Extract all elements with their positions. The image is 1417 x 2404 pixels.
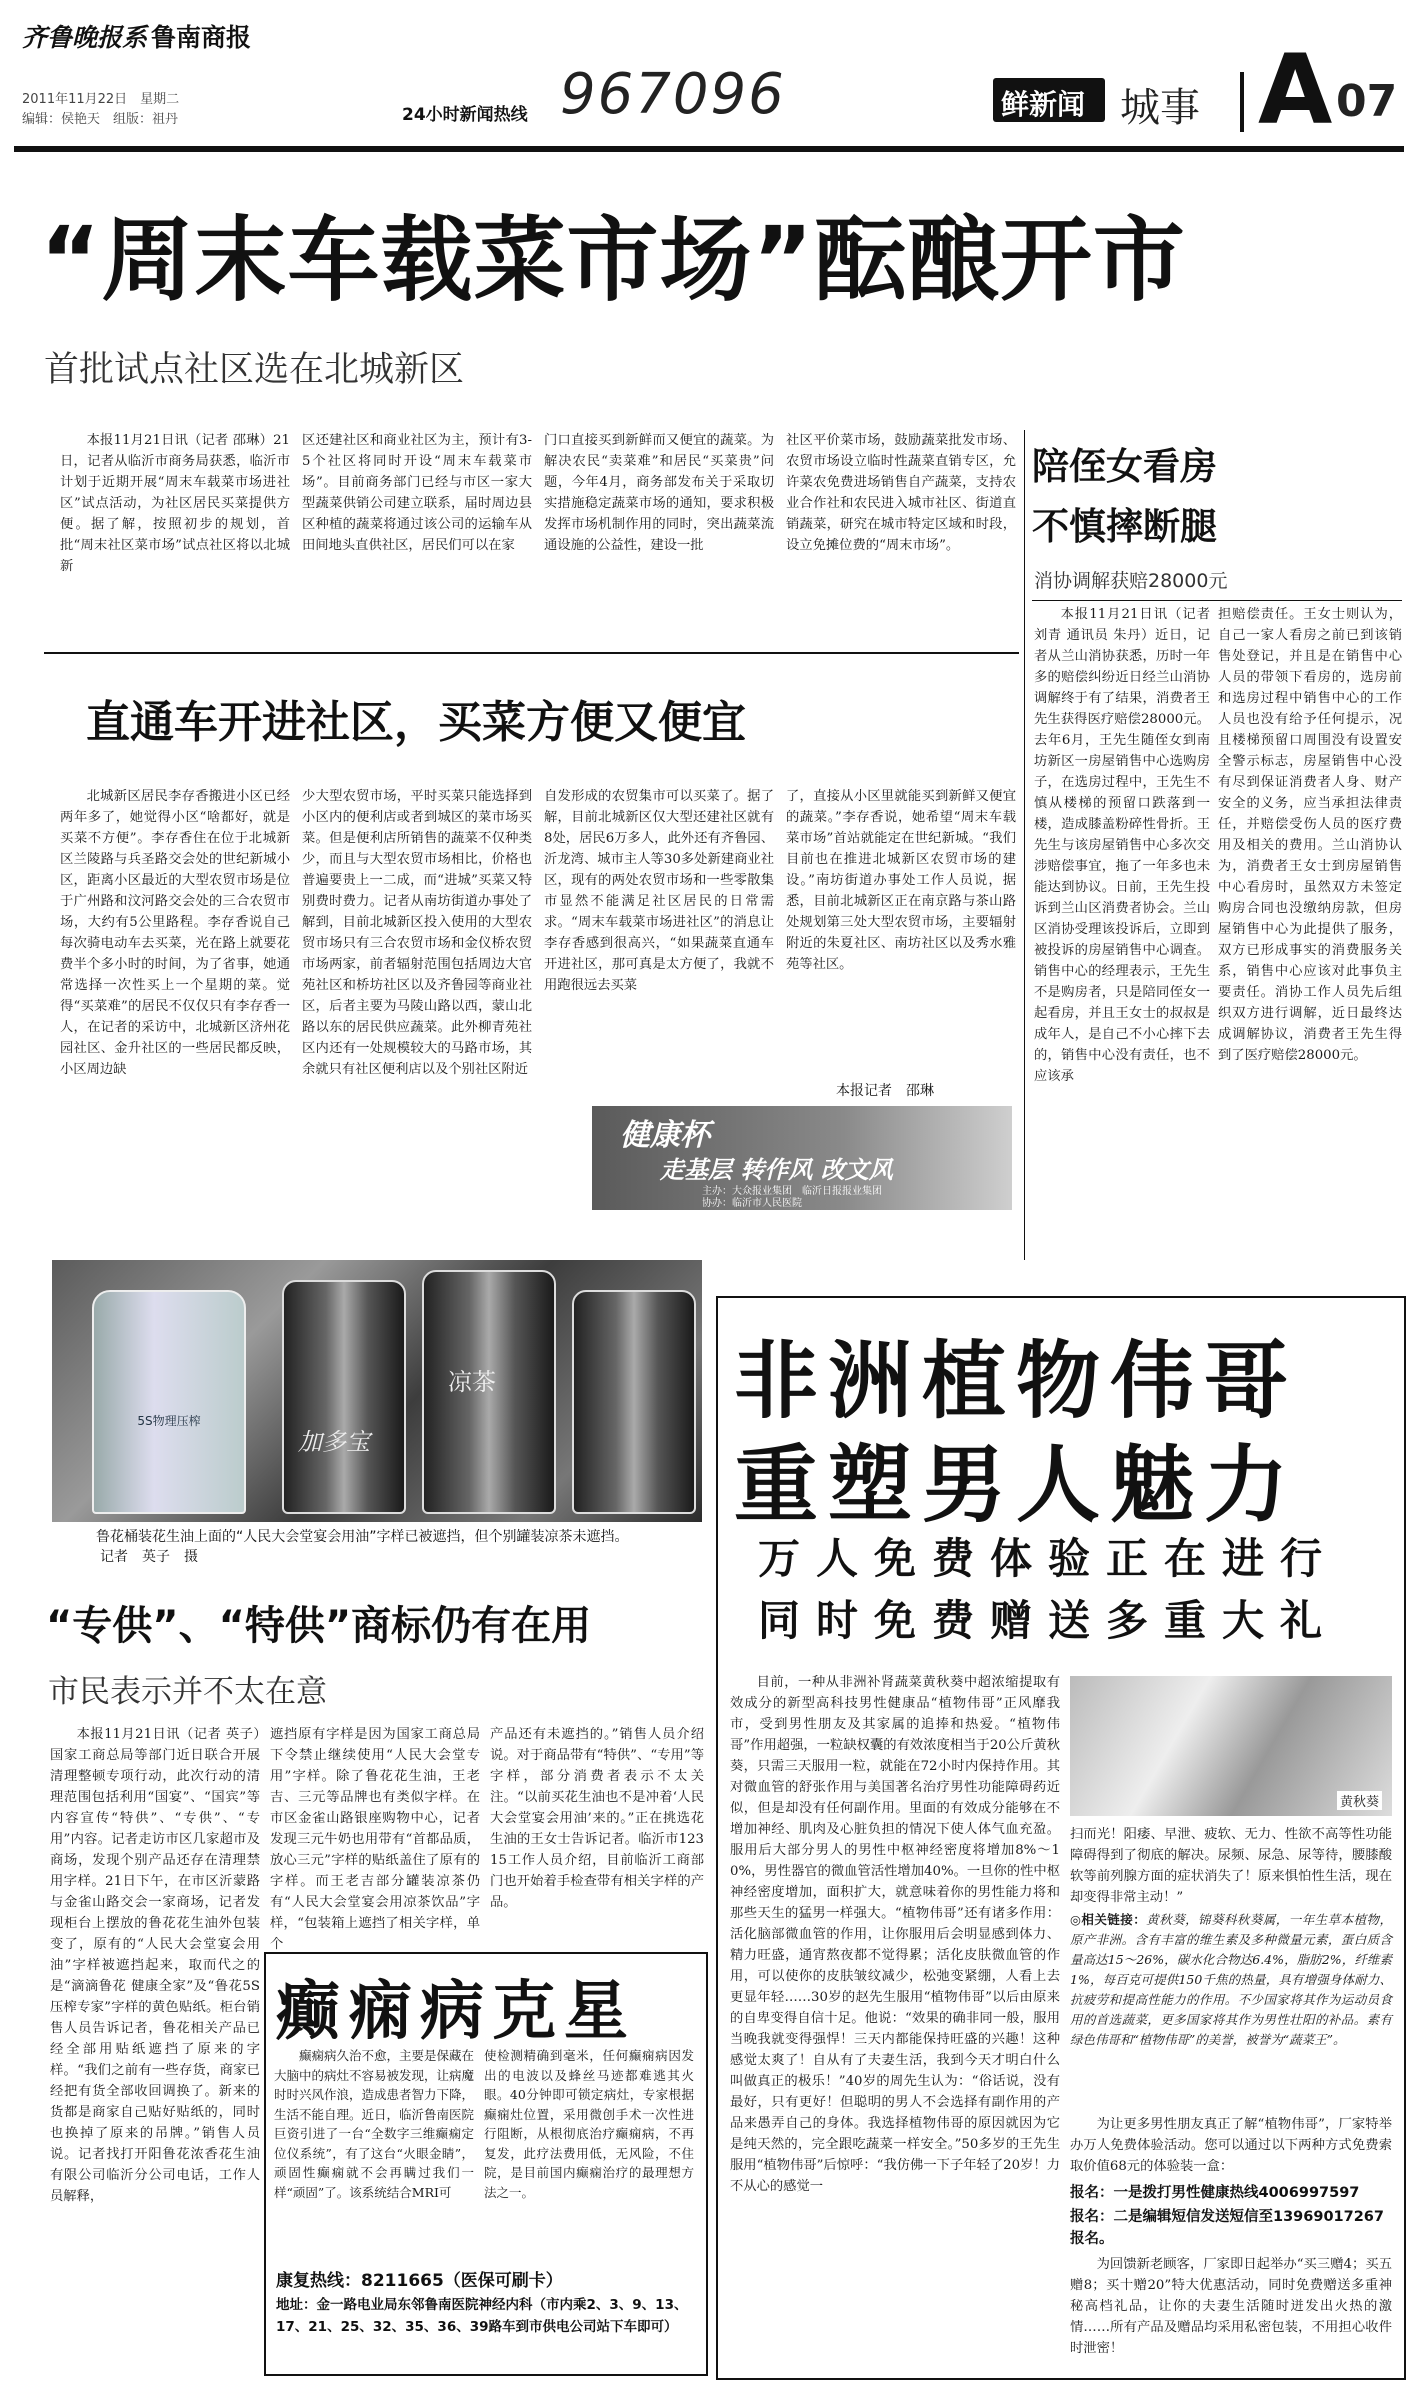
page-letter: A [1258,34,1333,146]
photo-credit: 记者 英子 摄 [100,1549,198,1565]
paper-name: 鲁南商报 [151,23,252,52]
africa-col1-text: 目前，一种从非洲补肾蔬菜黄秋葵中超浓缩提取有效成分的新型高科技男性健康品“植物伟哥”正风靡我市，受到男性朋友及其家属的追捧和热爱。“植物伟哥”作用超强，一粒缺权囊的有效浓度相当于20公斤黄秋葵，只需三天服用一粒，就能在72小时内保持作用。其对微血管的舒张作用与美国著名治疗男性功能障碍药近似，但是却没有任何副作用。里面的有效成分能够在不增加神经、肌肉及心脏负担的情况下使人体气血充盈。服用后大部分男人的男性中枢神经密度将增加8%～10%，男性器官的微血管活性增加40%。一旦你的性中枢神经密度增加，面积扩大，就意味着你的男性能力将和那些天生的猛男一样强大。“植物伟哥”还有诸多作用：活化脑部微血管的作用，让你服用后会明显感到体力、精力旺盛，通宵熬夜都不觉得累；活化皮肤微血管的作用，可以使你的皮肤皱纹减少，松弛变紧绷，人看上去更显年轻……30岁的赵先生服用“植物伟哥”以后由原来的自卑变得自信十足。他说：“效果的确非同一般，服用当晚我就变得强悍！三天内都能保持旺盛的兴趣！这种感觉太爽了！自从有了夫妻生活，我到今天才明白什么叫做真正的极乐！”40岁的周先生认为：“俗话说，没有最好，只有更好！但聪明的男人不会选择有副作用的产品来愚弄自己的身体。我选择植物伟哥的原因就因为它是纯天然的，完全跟吃蔬菜一样安全。”50多岁的王先生服用“植物伟哥”后惊呼：“我仿佛一下子年轻了20岁！力不从心的感觉一 [730,1675,1060,2194]
method1-label: 报名： [1070,2185,1114,2201]
banner-coorganizer-label: 协办： [702,1198,732,1209]
health-cup-banner [592,1106,1012,1210]
africa-column-1 [730,1672,1060,2366]
second-col3-text: 自发形成的农贸集市可以买菜了。据了解，目前北城新区仅大型还建社区就有8处，居民6万多人，此外还有齐鲁园、沂龙湾、城市主人等30多处新建商业社区，现有的两处农贸市场和一些零散集市显然不能满足社区居民的日常需求。“周末车载菜市场进社区”的消息让李存香感到很高兴，“如果蔬菜直通车开进社区，那可真是太方便了，我就不用跑很远去买菜 [544,789,774,993]
brand-text: 鲜新闻 [1001,88,1086,121]
injury-subhead: 消协调解获赔28000元 [1034,570,1228,592]
lead-col4-text: 社区平价菜市场，鼓励蔬菜批发市场、农贸市场设立临时性蔬菜直销专区，允许菜农免费进场销售自产蔬菜，支持农业合作社和农民进入城市社区、街道直销蔬菜，研究在城市特定区域和时段，设立免摊位费的“周末市场”。 [786,433,1016,553]
tea-can-3 [572,1290,696,1514]
injury-column-2 [1218,604,1402,1244]
link-text: 黄秋葵，锦葵科秋葵属，一年生草本植物，原产非洲。含有丰富的维生素及多种微量元素，蛋白质含量高达15～26%，碳水化合物达6.4%，脂肪2%，纤维素1%，每百克可提供150千焦的热量，具有增强身体耐力、抗疲劳和提高性能力的作用。不少国家将其作为运动员食用的首选蔬菜，更多国家将其作为男性壮阳的补品。素有绿色伟哥和“植物伟哥”的美誉，被誉为“蔬菜王”。 [1070,1912,1392,2047]
africa-col2-text: 扫而光！阳痿、早泄、疲软、无力、性欲不高等性功能障碍得到了彻底的解决。尿频、尿急、尿等待，腰膝酸软等前列腺方面的症状消失了！原来惧怕性生活，现在却变得非常主动！” [1070,1827,1392,1905]
africa-gift-text: 为回馈新老顾客，厂家即日起举办“买三赠4；买五赠8；买十赠20”特大优惠活动，同时免费赠送多重神秘高档礼品，让你的夫妻生活随时迸发出火热的激情……所有产品及赠品均采用私密包装，不用担心收件时泄密！ [1070,2257,1392,2356]
hotline-number: 967096 [560,62,786,127]
third-column-3 [490,1724,704,1942]
lead-subhead: 首批试点社区选在北城新区 [44,350,465,390]
injury-column-1 [1034,604,1210,1244]
injury-headline-1: 陪侄女看房 [1032,445,1217,488]
banner-title: 健康杯 [620,1118,710,1153]
africa-gift [1070,2254,1392,2368]
section-divider [1240,72,1244,132]
masthead [0,0,1417,175]
epilepsy-ad [264,1952,708,2376]
tea-can-2 [422,1270,556,1514]
second-col2-text: 少大型农贸市场，平时买菜只能选择到小区内的便利店或者到城区的菜市场买菜。但是便利店所销售的蔬菜不仅种类少，而且与大型农贸市场相比，价格也普遍要贵上一二成，而“进城”买菜又特别费时费力。记者从南坊街道办事处了解到，目前北城新区投入使用的大型农贸市场只有三合农贸市场和金仪桥农贸市场两家，前者辐射范围包括周边大官苑社区和桥坊社区以及齐鲁园等商业社区，后者主要为马陵山路以西，蒙山北路以东的居民供应蔬菜。此外柳青苑社区内还有一处规模较大的马路市场，其余就只有社区便利店以及个别社区附近 [302,789,532,1077]
second-column-4 [786,786,1016,1066]
epilepsy-column-1 [274,2046,474,2256]
lead-headline: “周末车载菜市场”酝酿开市 [40,207,1186,314]
logo-text: 齐鲁晚报系 [22,23,148,52]
africa-ad [716,1296,1406,2380]
right-col-divider [1024,430,1025,1260]
bottle-label: 5S物理压榨 [137,1414,201,1428]
injury-headline-2: 不慎摔断腿 [1032,505,1217,548]
banner-organizer-label: 主办： [702,1186,732,1197]
lead-column-3 [544,430,774,630]
masthead-logo [22,18,251,54]
photo-caption: 鲁花桶装花生油上面的“人民大会堂宴会用油”字样已被遮挡，但个别罐装凉茶未遮挡。 [96,1529,629,1545]
method2-label: 报名： [1070,2209,1114,2225]
africa-photo [1070,1676,1392,1816]
method2-text: 二是编辑短信发送短信至13969017267报名。 [1070,2209,1384,2247]
africa-promo [1070,2114,1392,2180]
third-col3-text: 产品还有未遮挡的。”销售人员介绍说。对于商品带有“特供”、“专用”等字样，部分消费者表示不太关注。“以前买花生油也不是冲着‘人民大会堂宴会用油’来的。”正在挑选花生油的王女士告诉记者。临沂市12315工作人员介绍，目前临沂工商部门也开始着手检查带有相关字样的产品。 [490,1727,704,1910]
third-column-1 [50,1724,260,2364]
second-top-rule [44,652,1019,654]
masthead-rule [14,146,1404,152]
injury-col1-text: 本报11月21日讯（记者 刘青 通讯员 朱丹）近日，记者从兰山消协获悉，历时一年多的赔偿纠纷近日经兰山消协调解终于有了结果，消费者王先生获得医疗赔偿28000元。去年6月，王先生随侄女到南坊新区一房屋销售中心选购房子，在选房过程中，王先生不慎从楼梯的预留口跌落到一楼，造成膝盖粉碎性骨折。王先生与该房屋销售中心多次交涉赔偿事宜，拖了一年多也未能达到协议。日前，王先生投诉到兰山区消费者协会。兰山区消协受理该投诉后，立即到被投诉的房屋销售中心调查。销售中心的经理表示，王先生不是购房者，只是陪同侄女一起看房，并且王女士的叔叔是成年人，是自己不小心摔下去的，销售中心没有责任，也不应该承 [1034,607,1210,1084]
can-text-2: 凉茶 [448,1368,496,1396]
epilepsy-column-2 [484,2046,694,2256]
lead-col1-text: 本报11月21日讯（记者 邵琳）21日，记者从临沂市商务局获悉，临沂市计划于近期开展“周末车载菜市场进社区”试点活动，为社区居民买菜提供方便。据了解，按照初步的规划，首批“周末社区菜市场”试点社区将以北城新 [60,433,290,574]
hotline-label: 24小时新闻热线 [402,105,528,125]
africa-subline-2: 同时免费赠送多重大礼 [758,1596,1339,1645]
africa-method-1 [1070,2182,1392,2204]
epilepsy-col2-text: 使检测精确到毫米，任何癫痫病因发出的电波以及蜂丝马迹都难逃其火眼。40分钟即可锁定病灶，专家根据癫痫灶位置，采用微创手术一次性进行阻断，从根彻底治疗癫痫病，不再复发，此疗法费用低，无风险，不住院，是目前国内癫痫治疗的最理想方法之一。 [484,2048,694,2200]
link-label: ◎相关链接： [1070,1912,1147,1927]
second-byline: 本报记者 邵琳 [836,1083,934,1099]
second-col4-text: 了，直接从小区里就能买到新鲜又便宜的蔬菜。”李存香说，她希望“周末车载菜市场”首站就能定在世纪新城。“我们目前也在推进北城新区农贸市场的建设。”南坊街道办事处工作人员说，据悉，目前北城新区正在南京路与茶山路处规划第三处大型农贸市场，主要辐射附近的朱夏社区、南坊社区以及秀水雅苑等社区。 [786,789,1016,972]
second-column-3 [544,786,774,1086]
africa-promo-text: 为让更多男性朋友真正了解“植物伟哥”，厂家特举办万人免费体验活动。您可以通过以下两种方式免费索取价值68元的体验装一盒： [1070,2117,1392,2174]
injury-col2-text: 担赔偿责任。王女士则认为，自己一家人看房之前已到该销售处登记，并且是在销售中心人员的带领下看房的，选房前和选房过程中销售中心的工作人员也没有给予任何提示，况且楼梯预留口周围没有设置安全警示标志，房屋销售中心没有尽到保证消费者人身、财产安全的义务，应当承担法律责任，并赔偿受伤人员的医疗费用及相关的费用。兰山消协认为，消费者王女士到房屋销售中心看房时，虽然双方未签定购房合同也没缴纳房款，但房屋销售中心为此提供了服务，双方已形成事实的消费服务关系，销售中心应该对此事负主要责任。消协工作人员先后组织双方进行调解，近日最终达成调解协议，消费者王先生得到了医疗赔偿28000元。 [1218,607,1402,1063]
date-line: 2011年11月22日 星期二 [22,92,180,107]
africa-headline-1: 非洲植物伟哥 [734,1332,1299,1430]
lead-column-2 [302,430,532,630]
brand-badge [993,78,1105,122]
africa-link [1070,1910,1392,2110]
third-headline: “专供”、“特供”商标仍有在用 [46,1603,592,1649]
epilepsy-col1-text: 癫痫病久治不愈，主要是保藏在大脑中的病灶不容易被发现，让病魔时时兴风作浪，造成患者智力下降，生活不能自理。近日，临沂鲁南医院巨资引进了一台“全数字三维癫痫定位仪系统”，有了这台“火眼金睛”，顽固性癫痫就不会再瞒过我们一样“顽固”了。该系统结合MRI可 [274,2048,475,2200]
photo-tag: 黄秋葵 [1337,1791,1382,1810]
lead-column-1 [60,430,290,630]
africa-headline-2: 重塑男人魅力 [734,1436,1299,1534]
epilepsy-headline: 癫痫病克星 [276,1975,636,2049]
third-col2-text: 遮挡原有字样是因为国家工商总局下令禁止继续使用“人民大会堂专用”字样。除了鲁花花生油，王老吉、三元等品牌也有类似字样。在市区金雀山路银座购物中心，记者发现三元牛奶也用带有“首都品质，放心三元”字样的贴纸盖住了原有的字样。而王老吉部分罐装凉茶仍有“人民大会堂宴会用凉茶饮品”字样，“包装箱上遮挡了相关字样，单个 [270,1727,480,1952]
epilepsy-address: 地址：金一路电业局东邻鲁南医院神经内科（市内乘2、3、9、13、17、21、25、32、35、36、39路车到市供电公司站下车即可） [276,2297,688,2335]
lead-col3-text: 门口直接买到新鲜而又便宜的蔬菜。为解决农民“卖菜难”和居民“买菜贵”问题，今年4月，商务部发布关于采取切实措施稳定蔬菜市场的通知，要求积极发挥市场机制作用的同时，突出蔬菜流通设施的公益性，建设一批 [544,433,774,553]
section-name: 城事 [1120,85,1200,131]
africa-column-2 [1070,1824,1392,1908]
third-column-2 [270,1724,480,1952]
banner-organizer-names: 大众报业集团 临沂日报报业集团 [732,1186,882,1197]
banner-coorganizer-name: 临沂市人民医院 [732,1198,802,1209]
banner-slogan: 走基层 转作风 改文风 [660,1156,893,1184]
second-headline: 直通车开进社区，买菜方便又便宜 [86,697,746,748]
method1-text: 一是拨打男性健康热线4006997597 [1113,2185,1360,2201]
can-text-1: 加多宝 [298,1428,370,1456]
editor-line: 编辑：侯艳天 组版：祖丹 [22,112,179,127]
lead-col2-text: 区还建社区和商业社区为主，预计有3-5个社区将同时开设“周末车载菜市场”。目前商务部门已经与市区一家大型蔬菜供销公司建立联系，届时周边县区种植的蔬菜将通过该公司的运输车从田间地头直供社区，居民们可以在家 [302,433,532,553]
banner-organizers [702,1186,882,1210]
africa-subline-1: 万人免费体验正在进行 [758,1534,1339,1583]
oil-bottle [92,1290,246,1514]
epilepsy-hotline: 康复热线：8211665（医保可刷卡） [276,2271,563,2291]
second-col1-text: 北城新区居民李存香搬进小区已经两年多了，她觉得小区“啥都好，就是买菜不方便”。李存香住在位于北城新区兰陵路与兵圣路交会处的世纪新城小区，距离小区最近的大型农贸市场是位于广州路和汶河路交会处的三合农贸市场，大约有5公里路程。李存香说自己每次骑电动车去买菜，光在路上就要花费半个多小时的时间，为了省事，她通常选择一次性买上一个星期的菜。觉得“买菜难”的居民不仅仅只有李存香一人，在记者的采访中，北城新区济州花园社区、金升社区的一些居民都反映，小区周边缺 [60,789,290,1077]
third-subhead: 市民表示并不太在意 [48,1674,327,1710]
tea-can-1 [282,1280,406,1514]
injury-rule [1032,600,1402,601]
africa-method-2 [1070,2206,1392,2250]
product-photo [52,1260,702,1522]
lead-column-4 [786,430,1016,630]
third-col1-text: 本报11月21日讯（记者 英子）国家工商总局等部门近日联合开展清理整顿专项行动，此次行动的清理范围包括利用“国宴”、“国宾”等内容宣传“特供”、“专供”、“专用”内容。记者走访市区几家超市及商场，发现个别产品还存在清理禁用字样。21日下午，在市区沂蒙路与金雀山路交会一家商场，记者发现柜台上摆放的鲁花花生油外包装变了，原有的“人民大会堂宴会用油”字样被遮挡起来，取而代之的是“滴滴鲁花 健康全家”及“鲁花5S压榨专家”字样的黄色贴纸。柜台销售人员告诉记者，鲁花相关产品已经全部用贴纸遮挡了原来的字样。“我们之前有一些存货，商家已经把有货全部收回调换了。新来的货都是商家自己贴好贴纸的，同时也换掉了原来的吊牌。”销售人员说。记者找打开阳鲁花浓香花生油有限公司临沂分公司电话，工作人员解释， [50,1727,260,2204]
page-number: 07 [1336,76,1398,127]
